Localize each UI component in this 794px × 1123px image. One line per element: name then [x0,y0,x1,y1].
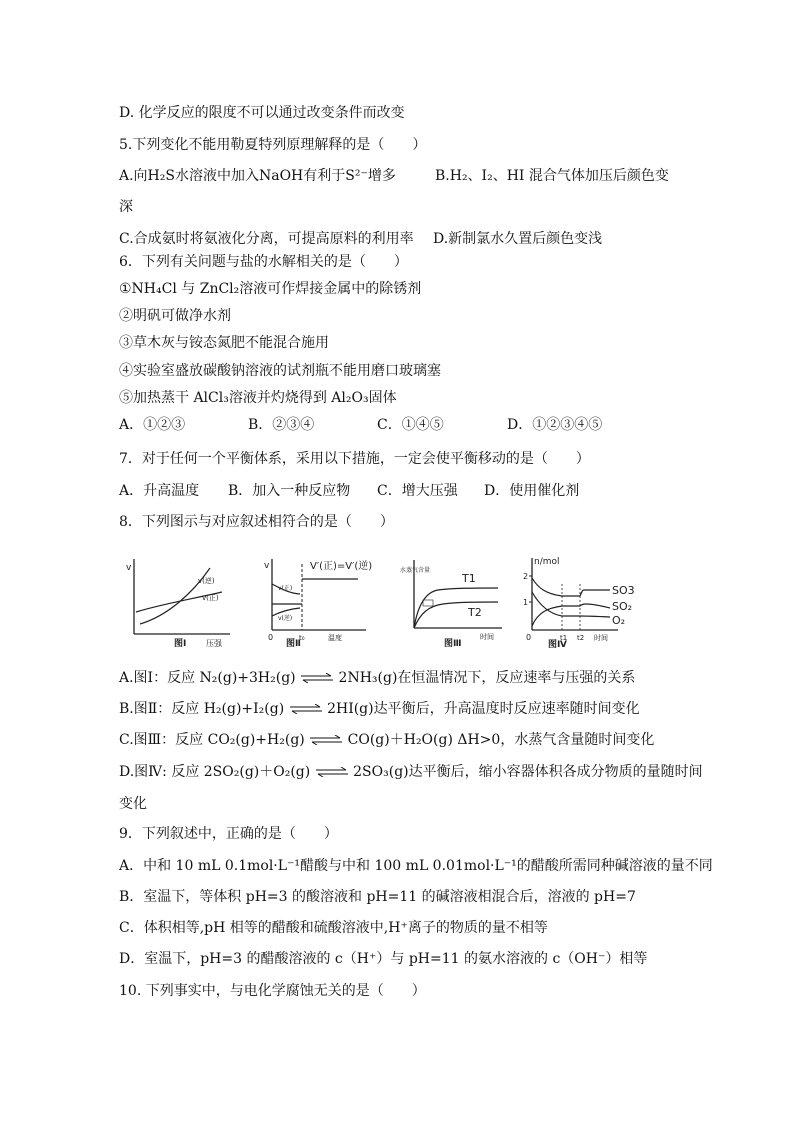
figure-2 [258,554,378,648]
f3-caption: 图Ⅲ [444,639,462,648]
q5-option-d: D.新制氯水久置后颜色变浅 [433,231,603,247]
f1-caption: 图Ⅰ [174,639,187,648]
figure-3 [398,554,508,648]
equilibrium-arrow-icon [309,735,343,745]
q7-option-c: C．增大压强 [377,483,458,499]
q6-item-1: ①NH₄Cl 与 ZnCl₂溶液可作焊接金属中的除锈剂 [119,281,422,297]
f3-curve1-label: T1 [462,572,476,585]
q6-option-c: C．①④⑤ [377,417,444,433]
q5-option-a: A.向H₂S水溶液中加入NaOH有利于S²⁻增多 [119,168,396,184]
equilibrium-arrow-icon [315,767,349,777]
q6-option-d: D．①②③④⑤ [507,417,603,433]
f4-xlabel: 时间 [594,634,608,642]
f2-ylabel: v [264,561,270,571]
q6-item-2: ②明矾可做净水剂 [119,308,231,324]
figure-4 [518,554,638,648]
f4-y2: 2 [523,572,529,581]
f4-series-so3: SO3 [612,584,635,597]
q8-option-d-cont: 变化 [119,796,147,812]
q6-item-3: ③草木灰与铵态氮肥不能混合施用 [119,335,329,351]
q7-option-a: A．升高温度 [119,483,200,499]
f3-xlabel: 时间 [480,633,494,641]
q5-stem: 5.下列变化不能用勒夏特列原理解释的是（ ） [119,137,427,153]
f4-t1: t1 [560,634,568,642]
q6-item-4: ④实验室盛放碳酸钠溶液的试剂瓶不能用磨口玻璃塞 [119,363,441,379]
q9-option-d: D．室温下，pH=3 的醋酸溶液的 c（H⁺）与 pH=11 的氨水溶液的 c（OH⁻）相等 [119,951,648,967]
f4-t2: t2 [577,634,585,642]
q6-item-5: ⑤加热蒸干 AlCl₃溶液并灼烧得到 Al₂O₃固体 [119,390,397,406]
figure-1 [122,554,232,648]
q9-stem: 9．下列叙述中，正确的是（ ） [119,826,338,842]
q7-stem: 7．对于任何一个平衡体系，采用以下措施，一定会使平衡移动的是（ ） [119,451,590,467]
f1-curve1-label: v(逆) [198,577,215,585]
f2-caption: 图Ⅱ [286,639,301,648]
q6-stem: 6．下列有关问题与盐的水解相关的是（ ） [119,254,408,270]
q8-option-a: A.图Ⅰ：反应 N₂(g)+3H₂(g) 2NH₃(g)在恒温情况下，反应速率与压强的关系 [119,670,636,686]
q9-option-a: A．中和 10 mL 0.1mol·L⁻¹醋酸与中和 100 mL 0.01mol·L⁻¹的醋酸所需同种碱溶液的量不同 [119,858,713,874]
f2-xlabel: 温度 [328,634,342,642]
f2-curve1-label: v(正) [278,585,293,592]
q9-option-c: C．体积相等,pH 相等的醋酸和硫酸溶液中,H⁺离子的物质的量不相等 [119,920,548,936]
q8-option-b: B.图Ⅱ：反应 H₂(g)+I₂(g) 2HI(g)达平衡后，升高温度时反应速率随时间变化 [119,701,640,717]
f4-series-so2: SO₂ [612,600,633,613]
q5-option-c: C.合成氨时将氨液化分离，可提高原料的利用率 [119,231,414,247]
equilibrium-arrow-icon [289,704,323,714]
f4-ylabel: n/mol [534,557,560,567]
q8-stem: 8．下列图示与对应叙述相符合的是（ ） [119,514,394,530]
q8-option-d: D.图Ⅳ: 反应 2SO₂(g)＋O₂(g) 2SO₃(g)达平衡后，缩小容器体积各成分物质的量随时间 [119,764,703,780]
q5-option-b: B.H₂、I₂、HI 混合气体加压后颜色变 [435,168,669,184]
q6-option-b: B．②③④ [248,417,315,433]
f3-ylabel: 水蒸气含量 [400,567,431,574]
f1-curve2-label: v(正) [202,594,219,602]
f2-box-label: V′(正)=V′(逆) [310,561,373,572]
q7-option-d: D．使用催化剂 [484,483,580,499]
q7-option-b: B．加入一种反应物 [228,483,351,499]
f1-xlabel: 压强 [206,639,222,648]
f1-ylabel: v [126,563,132,573]
f4-caption: 图Ⅳ [548,640,567,648]
f4-series-o2: O₂ [612,614,626,627]
f2-origin: 0 [268,633,274,642]
q8-option-c: C.图Ⅲ：反应 CO₂(g)+H₂(g) CO(g)＋H₂O(g) ΔH>0，水蒸气含量随时间变化 [119,732,655,748]
q10-stem: 10. 下列事实中，与电化学腐蚀无关的是（ ） [119,983,426,999]
f4-origin: 0 [526,633,532,642]
f4-y1: 1 [523,598,529,607]
f3-curve2-label: T2 [468,606,482,619]
f2-t0: t₀ [299,634,305,642]
q6-option-a: A．①②③ [119,417,186,433]
q4-option-d: D. 化学反应的限度不可以通过改变条件而改变 [119,105,405,121]
q5-option-b-cont: 深 [119,199,133,215]
f2-curve2-label: v(逆) [278,615,293,622]
equilibrium-arrow-icon [300,673,334,683]
q9-option-b: B．室温下，等体积 pH=3 的酸溶液和 pH=11 的碱溶液相混合后，溶液的 pH=7 [119,889,636,905]
